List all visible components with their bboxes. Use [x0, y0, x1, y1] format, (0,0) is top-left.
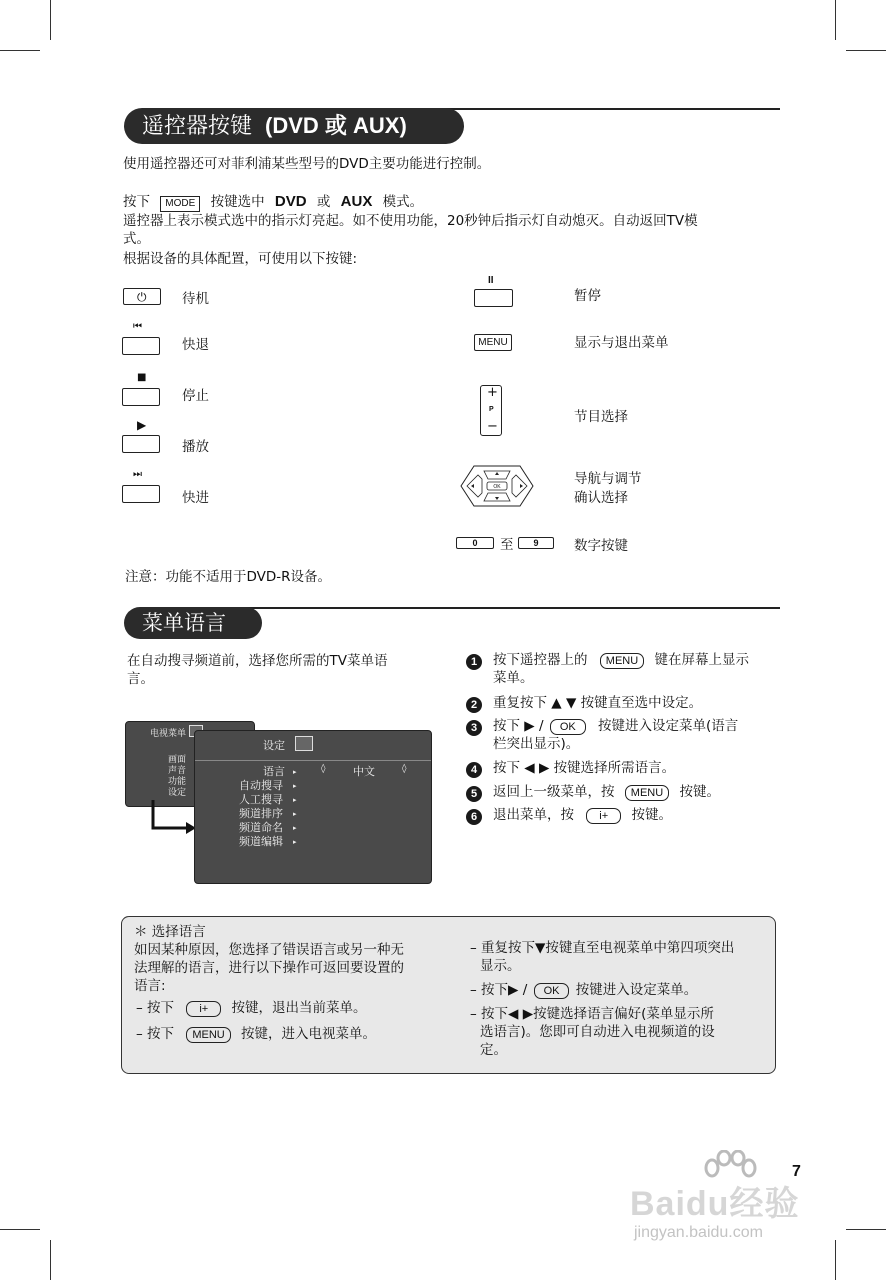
step-text — [493, 806, 672, 824]
num-to-label: 至 — [500, 537, 514, 553]
language-tip-box — [121, 916, 776, 1074]
settings-menu-item[interactable]: 人工搜寻 — [239, 793, 283, 806]
mode-line-post: 按键选中 — [210, 194, 265, 210]
play-icon: ▶ — [137, 418, 147, 432]
page-number: 7 — [792, 1163, 801, 1180]
step-number: 4 — [466, 762, 482, 778]
tip-heading: ＊ 选择语言 — [134, 924, 206, 940]
crop-mark — [835, 0, 836, 40]
tv-menu-item: 声音 — [168, 766, 187, 776]
rewind-key[interactable] — [122, 337, 160, 355]
tip-right-1: – 重复按下▼按键直至电视菜单中第四项突出 — [470, 940, 735, 956]
crop-mark — [50, 1240, 51, 1280]
title-en: (DVD 或 AUX) — [265, 113, 407, 138]
tv-menu-title: 电视菜单 — [150, 729, 187, 739]
tip-right-pre: – 按下▶ / — [470, 982, 528, 998]
stop-label: 停止 — [182, 388, 209, 404]
step-number: 5 — [466, 786, 482, 802]
nav-label-1: 导航与调节 — [574, 471, 642, 487]
play-label: 播放 — [182, 439, 209, 455]
value-left-icon: ◊ — [321, 764, 326, 774]
fast-forward-icon: ⏭ — [133, 469, 142, 480]
tip-right-3: – 按下◀ ▶按键选择语言偏好(菜单显示所 — [470, 1006, 714, 1022]
tip-right-1b: 显示。 — [480, 958, 521, 974]
menu-key: MENU — [186, 1027, 230, 1043]
language-value: 中文 — [353, 765, 375, 778]
play-key[interactable] — [122, 435, 160, 453]
tip-right-2 — [470, 981, 697, 999]
info-key: i+ — [586, 808, 621, 824]
num-9-key[interactable] — [518, 537, 554, 549]
crop-mark — [0, 1229, 40, 1230]
tip-bullet-post: 按键，进入电视菜单。 — [241, 1026, 377, 1042]
settings-menu-item[interactable]: 频道排序 — [239, 807, 283, 820]
power-icon: ⏻ — [137, 290, 147, 304]
tv-menu-item: 设定 — [168, 788, 187, 798]
program-plus-icon: + — [487, 385, 498, 400]
menu-key: MENU — [625, 785, 669, 801]
ok-key: OK — [534, 983, 570, 999]
section-title-menu-language — [124, 607, 262, 639]
tip-right-3b: 选语言)。您即可自动进入电视频道的设 — [480, 1024, 715, 1040]
mode-line — [123, 193, 423, 212]
intro-text: 使用遥控器还可对菲利浦某些型号的DVD主要功能进行控制。 — [123, 156, 491, 172]
num-label: 数字按键 — [574, 538, 628, 554]
step-text — [493, 651, 749, 669]
crop-mark — [846, 1229, 886, 1230]
tip-right-3c: 定。 — [480, 1042, 507, 1058]
crop-mark — [50, 0, 51, 40]
step-text — [493, 783, 720, 801]
menu-label: 显示与退出菜单 — [574, 335, 669, 351]
settings-menu-item-language[interactable]: 语言 — [263, 765, 285, 778]
program-p-label: P — [489, 406, 494, 413]
tip-text: 如因某种原因，您选择了错误语言或另一种无 — [134, 942, 404, 958]
settings-menu-arrows: ▸ ▸ ▸ ▸ ▸ ▸ — [293, 768, 297, 846]
menu-key: MENU — [600, 653, 644, 669]
step-text: 重复按下 ▲ ▼ 按键直至选中设定。 — [493, 695, 703, 711]
menu-key-label: MENU — [478, 337, 508, 348]
or-label: 或 — [316, 194, 331, 210]
step-text-line2: 栏突出显示)。 — [493, 736, 580, 752]
standby-label: 待机 — [182, 291, 209, 307]
tip-text: 法理解的语言，进行以下操作可返回要设置的 — [134, 960, 404, 976]
pause-label: 暂停 — [574, 288, 601, 304]
stop-icon: ■ — [137, 372, 147, 383]
menu-intro-1: 在自动搜寻频道前，选择您所需的TV菜单语 — [127, 653, 388, 669]
step-number: 1 — [466, 654, 482, 670]
tip-bullet-2 — [136, 1025, 376, 1043]
section-rule — [240, 607, 780, 609]
note-text: 注意：功能不适用于DVD-R设备。 — [125, 569, 332, 585]
mode-key: MODE — [160, 196, 200, 212]
num-0-key[interactable] — [456, 537, 494, 549]
menu-key[interactable] — [474, 334, 512, 351]
config-text: 根据设备的具体配置，可使用以下按键: — [123, 251, 358, 267]
program-label: 节目选择 — [574, 409, 628, 425]
step-text: 按下 ◀ ▶ 按键选择所需语言。 — [493, 760, 676, 776]
menu-intro-2: 言。 — [127, 671, 154, 687]
crop-mark — [846, 50, 886, 51]
step-text-post: 按键进入设定菜单(语言 — [598, 718, 739, 734]
rewind-icon: ⏮ — [133, 321, 142, 332]
dvd-label: DVD — [274, 193, 307, 210]
settings-menu-title: 设定 — [263, 739, 285, 752]
nav-label-2: 确认选择 — [574, 490, 628, 506]
section-title-remote — [124, 108, 464, 144]
menu-arrow-icon — [150, 800, 200, 834]
num-9-label: 9 — [533, 538, 539, 548]
step-text-post: 按键。 — [631, 807, 672, 823]
settings-menu-item[interactable]: 频道编辑 — [239, 835, 283, 848]
step-text-post: 按键。 — [679, 784, 720, 800]
settings-menu-divider — [195, 760, 431, 761]
indicator-text: 遥控器上表示模式选中的指示灯亮起。如不使用功能，20秒钟后指示灯自动熄灭。自动返回TV模 — [123, 213, 698, 229]
num-0-label: 0 — [472, 538, 478, 548]
settings-menu-icon — [295, 736, 313, 751]
info-key: i+ — [186, 1001, 221, 1017]
step-number: 2 — [466, 697, 482, 713]
tv-menu-item: 功能 — [168, 777, 187, 787]
title-cn: 遥控器按键 — [142, 114, 253, 139]
stop-key[interactable] — [122, 388, 160, 406]
pause-key[interactable] — [474, 289, 513, 307]
fast-forward-label: 快进 — [182, 490, 209, 506]
mode-line-end: 模式。 — [382, 194, 424, 210]
step-number: 3 — [466, 720, 482, 736]
tip-bullet-pre: – 按下 — [136, 1026, 175, 1042]
indicator-text-cont: 式。 — [123, 231, 150, 247]
step-text — [493, 717, 738, 735]
step-text-line2: 菜单。 — [493, 670, 534, 686]
program-key[interactable] — [480, 385, 502, 436]
step-text-post: 键在屏幕上显示 — [654, 652, 749, 668]
aux-label: AUX — [340, 193, 373, 210]
tip-bullet-post: 按键，退出当前菜单。 — [231, 1000, 367, 1016]
tip-right-post: 按键进入设定菜单。 — [575, 982, 698, 998]
tip-text: 语言: — [134, 978, 166, 994]
step-text-pre: 退出菜单，按 — [493, 807, 574, 823]
crop-mark — [0, 50, 40, 51]
tv-menu-item: 画面 — [168, 755, 187, 765]
step-text-pre: 按下 ▶ / — [493, 718, 544, 734]
standby-key[interactable] — [123, 288, 161, 305]
step-text-pre: 返回上一级菜单，按 — [493, 784, 615, 800]
tip-bullet-pre: – 按下 — [136, 1000, 175, 1016]
rewind-label: 快退 — [182, 337, 209, 353]
menu-language-title: 菜单语言 — [142, 611, 226, 635]
watermark-url: jingyan.baidu.com — [634, 1224, 763, 1241]
section-rule — [440, 108, 780, 110]
step-number: 6 — [466, 809, 482, 825]
watermark-brand: Baidu经验 — [630, 1185, 800, 1223]
nav-ok-label: OK — [493, 484, 501, 490]
value-right-icon: ◊ — [402, 764, 407, 774]
program-minus-icon: − — [487, 419, 498, 434]
settings-menu-front — [194, 730, 432, 884]
settings-menu-item[interactable]: 自动搜寻 — [239, 779, 283, 792]
tip-bullet-1 — [136, 999, 367, 1017]
ok-key: OK — [550, 719, 586, 735]
pause-icon: II — [488, 275, 494, 286]
fast-forward-key[interactable] — [122, 485, 160, 503]
mode-line-pre: 按下 — [123, 194, 150, 210]
step-text-pre: 按下遥控器上的 — [493, 652, 588, 668]
settings-menu-item[interactable]: 频道命名 — [239, 821, 283, 834]
crop-mark — [835, 1240, 836, 1280]
watermark — [624, 1150, 844, 1246]
